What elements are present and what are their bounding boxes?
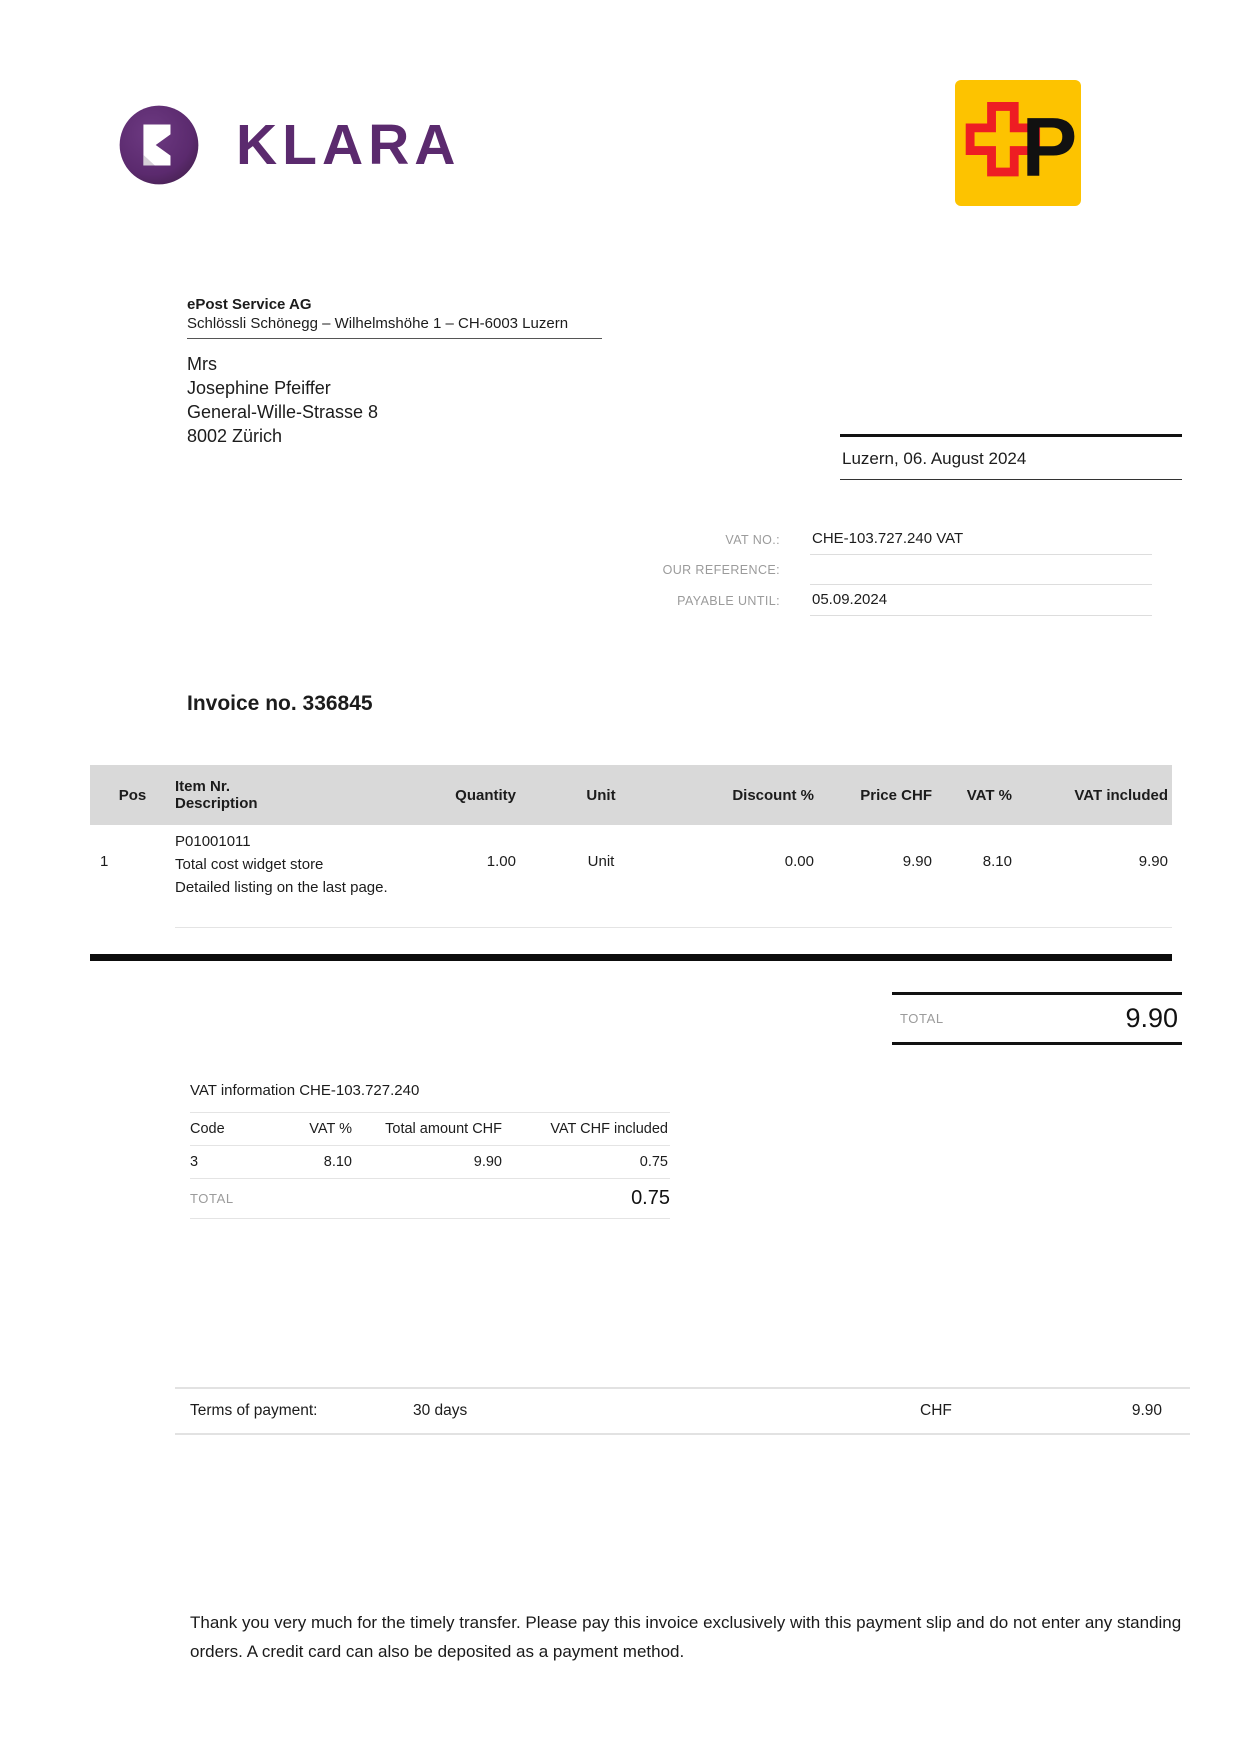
table-row [90,825,1172,899]
total-amount: 9.90 [1125,1003,1178,1033]
meta-row-our-reference [540,555,1182,585]
row-vat-included: 9.90 [1138,853,1168,870]
recipient-street: General-Wille-Strasse 8 [187,402,379,422]
vat-table-row [190,1146,670,1179]
header-pos: Pos [118,786,147,804]
klara-logo-icon [118,104,200,186]
vat-table-header [190,1112,670,1146]
footer-message: Thank you very much for the timely transfer. Please pay this invoice exclusively with this payment slip and do not enter any standing orders. A credit card can also be deposited as a payment method. [190,1613,1182,1661]
swiss-post-logo [955,80,1081,206]
row-description: Total cost widget store [175,856,324,873]
brand-name: KLARA [236,112,461,177]
invoice-total-box [892,992,1182,1045]
header-item-line2: Description [175,795,258,812]
vat-header-code: Code [190,1121,225,1137]
row-vat-pct: 8.10 [982,853,1012,870]
post-logo-letter: P [1021,100,1078,194]
vat-info-table [190,1112,670,1219]
invoice-meta [540,518,1182,616]
sender-name: ePost Service AG [187,296,312,313]
row-pos: 1 [100,853,109,870]
vat-info-title: VAT information CHE-103.727.240 [190,1082,420,1099]
row-quantity: 1.00 [486,853,516,870]
page-title: Invoice no. 336845 [187,692,373,715]
payable-until-label: PAYABLE UNTIL: [677,594,780,608]
place-date-box [840,434,1182,480]
row-price: 9.90 [902,853,932,870]
sender-block [187,296,602,339]
our-reference-label: OUR REFERENCE: [662,563,780,577]
header-item-line1: Item Nr. [175,778,231,795]
terms-amount: 9.90 [1131,1402,1162,1419]
klara-logo [118,104,460,186]
vat-no-value: CHE-103.727.240 VAT [810,518,1152,555]
vat-row-vat-included: 0.75 [639,1154,668,1170]
terms-value: 30 days [413,1402,468,1419]
recipient-city: 8002 Zürich [187,426,283,446]
vat-no-label: VAT NO.: [725,533,780,547]
vat-info-section [190,1082,670,1219]
row-discount: 0.00 [784,853,814,870]
terms-label: Terms of payment: [190,1402,318,1419]
our-reference-value [810,555,1152,585]
vat-total-label: TOTAL [190,1191,234,1206]
swiss-post-cross-icon [955,80,1081,206]
header-discount: Discount % [732,786,814,804]
items-table-header [90,765,1172,825]
header-price: Price CHF [860,786,932,804]
total-label: TOTAL [900,1011,944,1026]
vat-row-total-amount: 9.90 [473,1154,502,1170]
recipient-salutation: Mrs [187,354,217,374]
recipient-name: Josephine Pfeiffer [187,378,331,398]
payable-until-value: 05.09.2024 [810,585,1152,616]
vat-row-code: 3 [190,1154,199,1170]
row-item-nr: P01001011 [175,833,251,850]
header-item [175,778,426,812]
header-vat-included: VAT included [1074,786,1168,804]
vat-table-total-row [190,1179,670,1219]
header-unit: Unit [586,786,616,804]
items-table [90,765,1172,928]
terms-of-payment-row [175,1387,1190,1435]
vat-total-value: 0.75 [631,1187,670,1209]
recipient-block [187,352,378,448]
vat-header-vat-included: VAT CHF included [550,1121,668,1137]
meta-row-vat-no [540,518,1182,555]
section-divider [90,954,1172,961]
row-note: Detailed listing on the last page. [175,879,388,896]
terms-currency: CHF [920,1402,952,1419]
vat-header-pct: VAT % [309,1121,352,1137]
header-vat-pct: VAT % [966,786,1012,804]
row-unit: Unit [587,853,615,870]
row-separator [175,927,1172,928]
row-item [175,830,426,899]
vat-header-total-amount: Total amount CHF [385,1121,502,1137]
header-quantity: Quantity [455,786,516,804]
meta-row-payable-until [540,585,1182,616]
vat-row-pct: 8.10 [323,1154,352,1170]
sender-address: Schlössli Schönegg – Wilhelmshöhe 1 – CH-6003 Luzern [187,315,569,332]
place-date: Luzern, 06. August 2024 [842,449,1027,468]
